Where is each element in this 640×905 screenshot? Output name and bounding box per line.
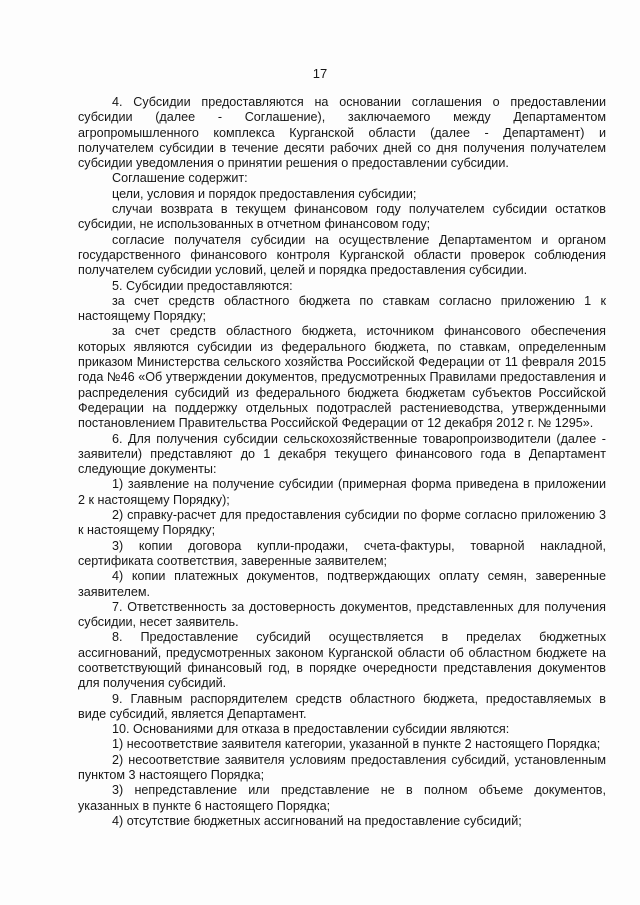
paragraph-10-item-1: 1) несоответствие заявителя категории, указанной в пункте 2 настоящего Порядка; (112, 737, 601, 752)
paragraph-10-item-2: 2) несоответствие заявителя условиям предоставления субсидий, установленным пунктом 3 настоящего Порядка; (78, 752, 606, 783)
paragraph-9: 9. Главным распорядителем средств областного бюджета, предоставляемых в виде субсидий, является Департамент. (78, 691, 606, 721)
paragraph-6-item-4: 4) копии платежных документов, подтверждающих оплату семян, заверенные заявителем. (78, 569, 606, 599)
paragraph-agreement-goals: цели, условия и порядок предоставления субсидии; (112, 186, 417, 201)
document-body (78, 95, 606, 829)
paragraph-6-item-2: 2) справку-расчет для предоставления субсидии по форме согласно приложению 3 к настоящему Порядку; (78, 508, 606, 538)
page-number: 17 (312, 66, 328, 81)
paragraph-10-item-4: 4) отсутствие бюджетных ассигнований на предоставление субсидий; (112, 813, 522, 828)
paragraph-8: 8. Предоставление субсидий осуществляется в пределах бюджетных ассигнований, предусмотренных законом Курганской области об областном бюджете на соответствующий финансовый год, в порядке очередности представления документов для получения субсидий. (78, 630, 606, 691)
paragraph-10-item-3: 3) непредставление или представление не в полном объеме документов, указанных в пункте 6 настоящего Порядка; (78, 783, 606, 813)
paragraph-5-federal: за счет средств областного бюджета, источником финансового обеспечения которых являются субсидии из федерального бюджета, по ставкам, определенным приказом Министерства сельского хозяйства Российской Федерации от 11 февраля 2015 года №46 «Об утверждении документов, предусмотренных Правилами предоставления и распределения субсидий из федерального бюджета бюджетам субъектов Российской Федерации на поддержку отдельных подотраслей растениеводства, утвержденными постановлением Правительства Российской Федерации от 12 декабря 2012 г. № 1295». (78, 324, 606, 431)
paragraph-agreement-return: случаи возврата в текущем финансовом году получателем субсидии остатков субсидии, не использованных в отчетном финансовом году; (78, 202, 606, 232)
paragraph-4: 4. Субсидии предоставляются на основании соглашения о предоставлении субсидии (далее - Соглашение), заключаемого между Департаментом агропромышленного комплекса Курганской области (далее - Департамент) и получателем субсидии в течение десяти рабочих дней со дня получения получателем субсидии уведомления о принятии решения о предоставлении субсидии. (78, 95, 606, 171)
paragraph-5-regional: за счет средств областного бюджета по ставкам согласно приложению 1 к настоящему Порядку; (78, 293, 606, 324)
paragraph-6-item-3: 3) копии договора купли-продажи, счета-фактуры, товарной накладной, сертификата соответствия, заверенные заявителем; (78, 538, 606, 568)
paragraph-7: 7. Ответственность за достоверность документов, представленных для получения субсидии, несет заявитель. (78, 599, 606, 630)
paragraph-agreement-consent: согласие получателя субсидии на осуществление Департаментом и органом государственного финансового контроля Курганской области проверок соблюдения получателем субсидии условий, целей и порядка предоставления субсидии. (78, 232, 606, 278)
paragraph-5: 5. Субсидии предоставляются: (112, 278, 293, 293)
paragraph-10: 10. Основаниями для отказа в предоставлении субсидии являются: (112, 722, 510, 737)
paragraph-agreement-contents: Соглашение содержит: (112, 171, 248, 186)
paragraph-6-item-1: 1) заявление на получение субсидии (примерная форма приведена в приложении 2 к настоящему Порядку); (78, 477, 606, 507)
paragraph-6: 6. Для получения субсидии сельскохозяйственные товаропроизводители (далее - заявители) представляют до 1 декабря текущего финансового года в Департамент следующие документы: (78, 431, 606, 477)
